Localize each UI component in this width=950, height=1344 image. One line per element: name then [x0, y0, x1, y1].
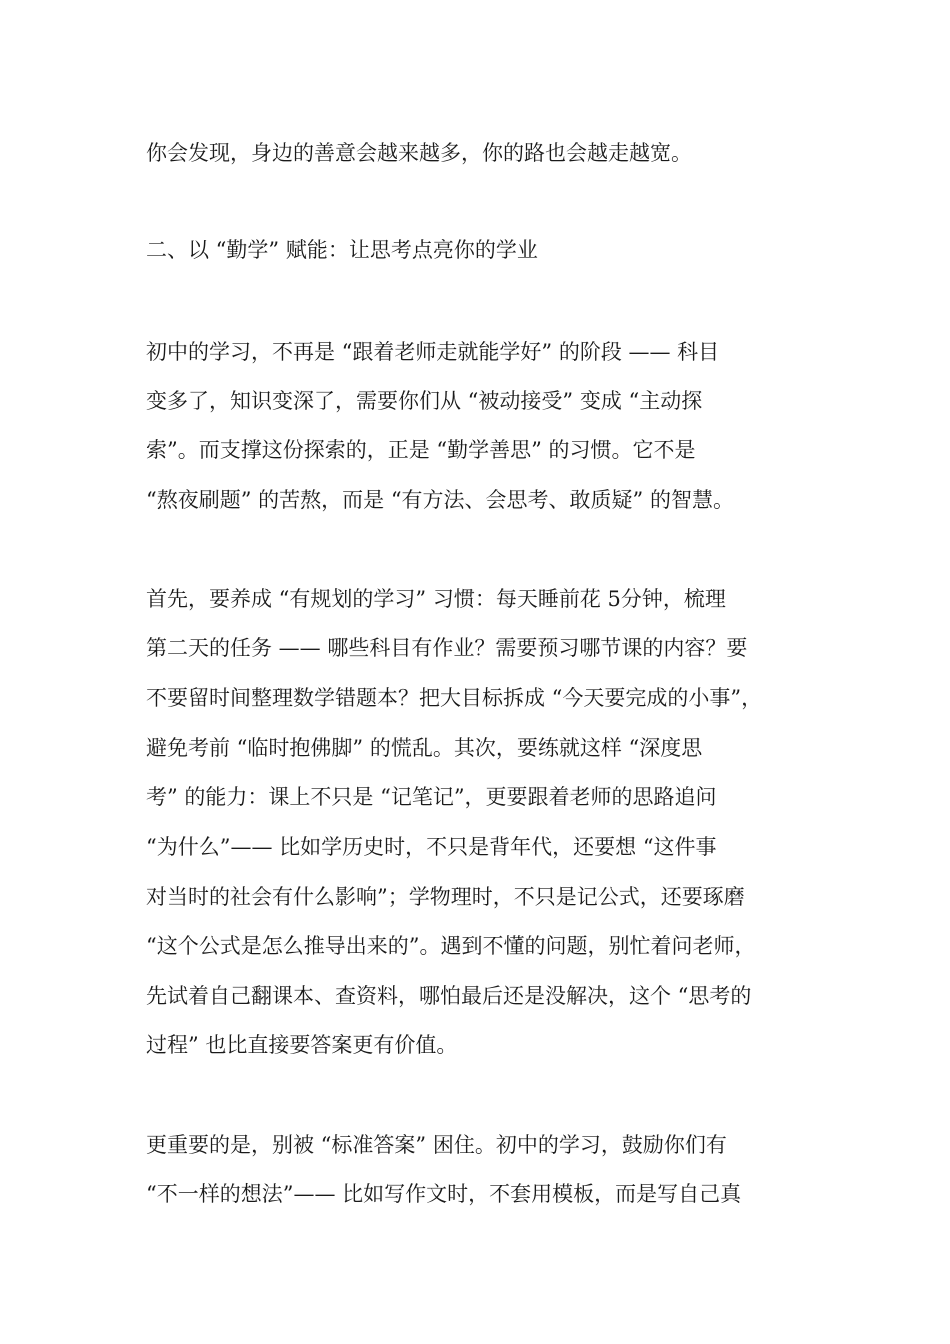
- text-line: 考” 的能力：课上不只是 “记笔记”，更要跟着老师的思路追问: [146, 785, 717, 809]
- text-line: “为什么”—— 比如学历史时，不只是背年代，还要想 “这件事: [146, 835, 717, 859]
- text-line: 初中的学习，不再是 “跟着老师走就能学好” 的阶段 —— 科目: [146, 340, 720, 364]
- text-line: 不要留时间整理数学错题本？把大目标拆成 “今天要完成的小事”，: [146, 686, 763, 710]
- text-line: 过程” 也比直接要答案更有价值。: [146, 1033, 458, 1057]
- text-line: “熬夜刷题” 的苦熬，而是 “有方法、会思考、敢质疑” 的智慧。: [146, 488, 734, 512]
- text-line: 第二天的任务 —— 哪些科目有作业？需要预习哪节课的内容？要: [146, 636, 748, 660]
- text-line: 避免考前 “临时抱佛脚” 的慌乱。其次，要练就这样 “深度思: [146, 736, 703, 760]
- text-line: 对当时的社会有什么影响”；学物理时，不只是记公式，还要琢磨: [146, 885, 745, 909]
- text-line: 你会发现，身边的善意会越来越多，你的路也会越走越宽。: [146, 141, 692, 165]
- text-line: 变多了，知识变深了，需要你们从 “被动接受” 变成 “主动探: [146, 389, 703, 413]
- text-line: “不一样的想法”—— 比如写作文时，不套用模板，而是写自己真: [146, 1182, 742, 1206]
- text-line: 先试着自己翻课本、查资料，哪怕最后还是没解决，这个 “思考的: [146, 984, 752, 1008]
- text-line: “这个公式是怎么推导出来的”。遇到不懂的问题，别忙着问老师，: [146, 934, 756, 958]
- text-line: 首先，要养成 “有规划的学习” 习惯：每天睡前花 5分钟，梳理: [146, 587, 726, 611]
- text-line: 更重要的是，别被 “标准答案” 困住。初中的学习，鼓励你们有: [146, 1133, 727, 1157]
- section-heading-text: 二、以 “勤学” 赋能：让思考点亮你的学业: [146, 238, 538, 262]
- text-line: 索”。而支撑这份探索的，正是 “勤学善思” 的习惯。它不是: [146, 438, 696, 462]
